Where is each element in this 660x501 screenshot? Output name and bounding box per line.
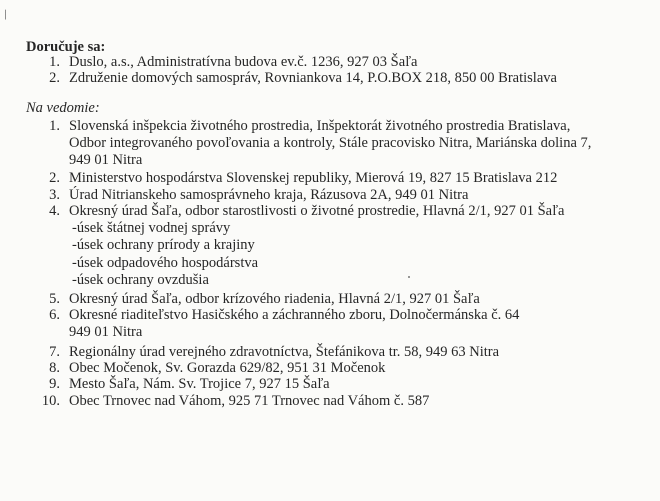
- notice-item-text: Obec Močenok, Sv. Gorazda 629/82, 951 31 Močenok: [69, 360, 386, 376]
- notice-item-text: Regionálny úrad verejného zdravotníctva, Štefánikova tr. 58, 949 63 Nitra: [69, 344, 500, 360]
- notice-item-text: Okresný úrad Šaľa, odbor starostlivosti o životné prostredie, Hlavná 2/1, 927 01 Šaľa: [69, 203, 565, 219]
- delivery-item-number: 2.: [49, 70, 60, 86]
- notice-subitem: -úsek ochrany ovzdušia: [72, 272, 209, 288]
- delivery-item-text: Združenie domových samospráv, Rovniankova 14, P.O.BOX 218, 850 00 Bratislava: [69, 70, 557, 86]
- notice-subitem: -úsek štátnej vodnej správy: [72, 220, 231, 236]
- ink-dot: [408, 276, 410, 278]
- notice-heading: Na vedomie:: [26, 100, 100, 116]
- notice-item-number: 7.: [49, 344, 60, 360]
- notice-item-number: 10.: [41, 393, 60, 409]
- notice-subitem: -úsek odpadového hospodárstva: [72, 255, 259, 271]
- notice-item-text: Okresný úrad Šaľa, odbor krízového riadenia, Hlavná 2/1, 927 01 Šaľa: [69, 291, 480, 307]
- notice-item-text: Obec Trnovec nad Váhom, 925 71 Trnovec nad Váhom č. 587: [69, 393, 430, 409]
- notice-subitem: -úsek ochrany prírody a krajiny: [72, 237, 255, 253]
- delivery-item-number: 1.: [49, 54, 60, 70]
- delivery-heading: Doručuje sa:: [26, 39, 106, 55]
- notice-item-text: 949 01 Nitra: [69, 323, 143, 340]
- notice-item-text: Ministerstvo hospodárstva Slovenskej republiky, Mierová 19, 827 15 Bratislava 212: [69, 170, 558, 186]
- delivery-item-text: Duslo, a.s., Administratívna budova ev.č. 1236, 927 03 Šaľa: [69, 54, 418, 70]
- notice-item-number: 6.: [49, 307, 60, 323]
- notice-item-number: 2.: [49, 170, 60, 186]
- notice-item-text: Okresné riaditeľstvo Hasičského a záchranného zboru, Dolnočermánska č. 64: [69, 307, 520, 323]
- notice-item-number: 3.: [49, 187, 60, 203]
- notice-item-text: 949 01 Nitra: [69, 151, 143, 168]
- notice-item-number: 4.: [49, 203, 60, 219]
- notice-item-text: Úrad Nitrianskeho samosprávneho kraja, Rázusova 2A, 949 01 Nitra: [69, 187, 469, 203]
- notice-item-number: 1.: [49, 118, 60, 134]
- notice-item-text: Mesto Šaľa, Nám. Sv. Trojice 7, 927 15 Šaľa: [69, 376, 330, 392]
- notice-item-number: 5.: [49, 291, 60, 307]
- pen-mark: /: [1, 7, 11, 24]
- notice-item-text: Odbor integrovaného povoľovania a kontroly, Stále pracovisko Nitra, Mariánska dolina 7,: [69, 134, 592, 151]
- notice-item-number: 9.: [49, 376, 60, 392]
- notice-item-text: Slovenská inšpekcia životného prostredia, Inšpektorát životného prostredia Bratislava,: [69, 118, 571, 134]
- notice-item-number: 8.: [49, 360, 60, 376]
